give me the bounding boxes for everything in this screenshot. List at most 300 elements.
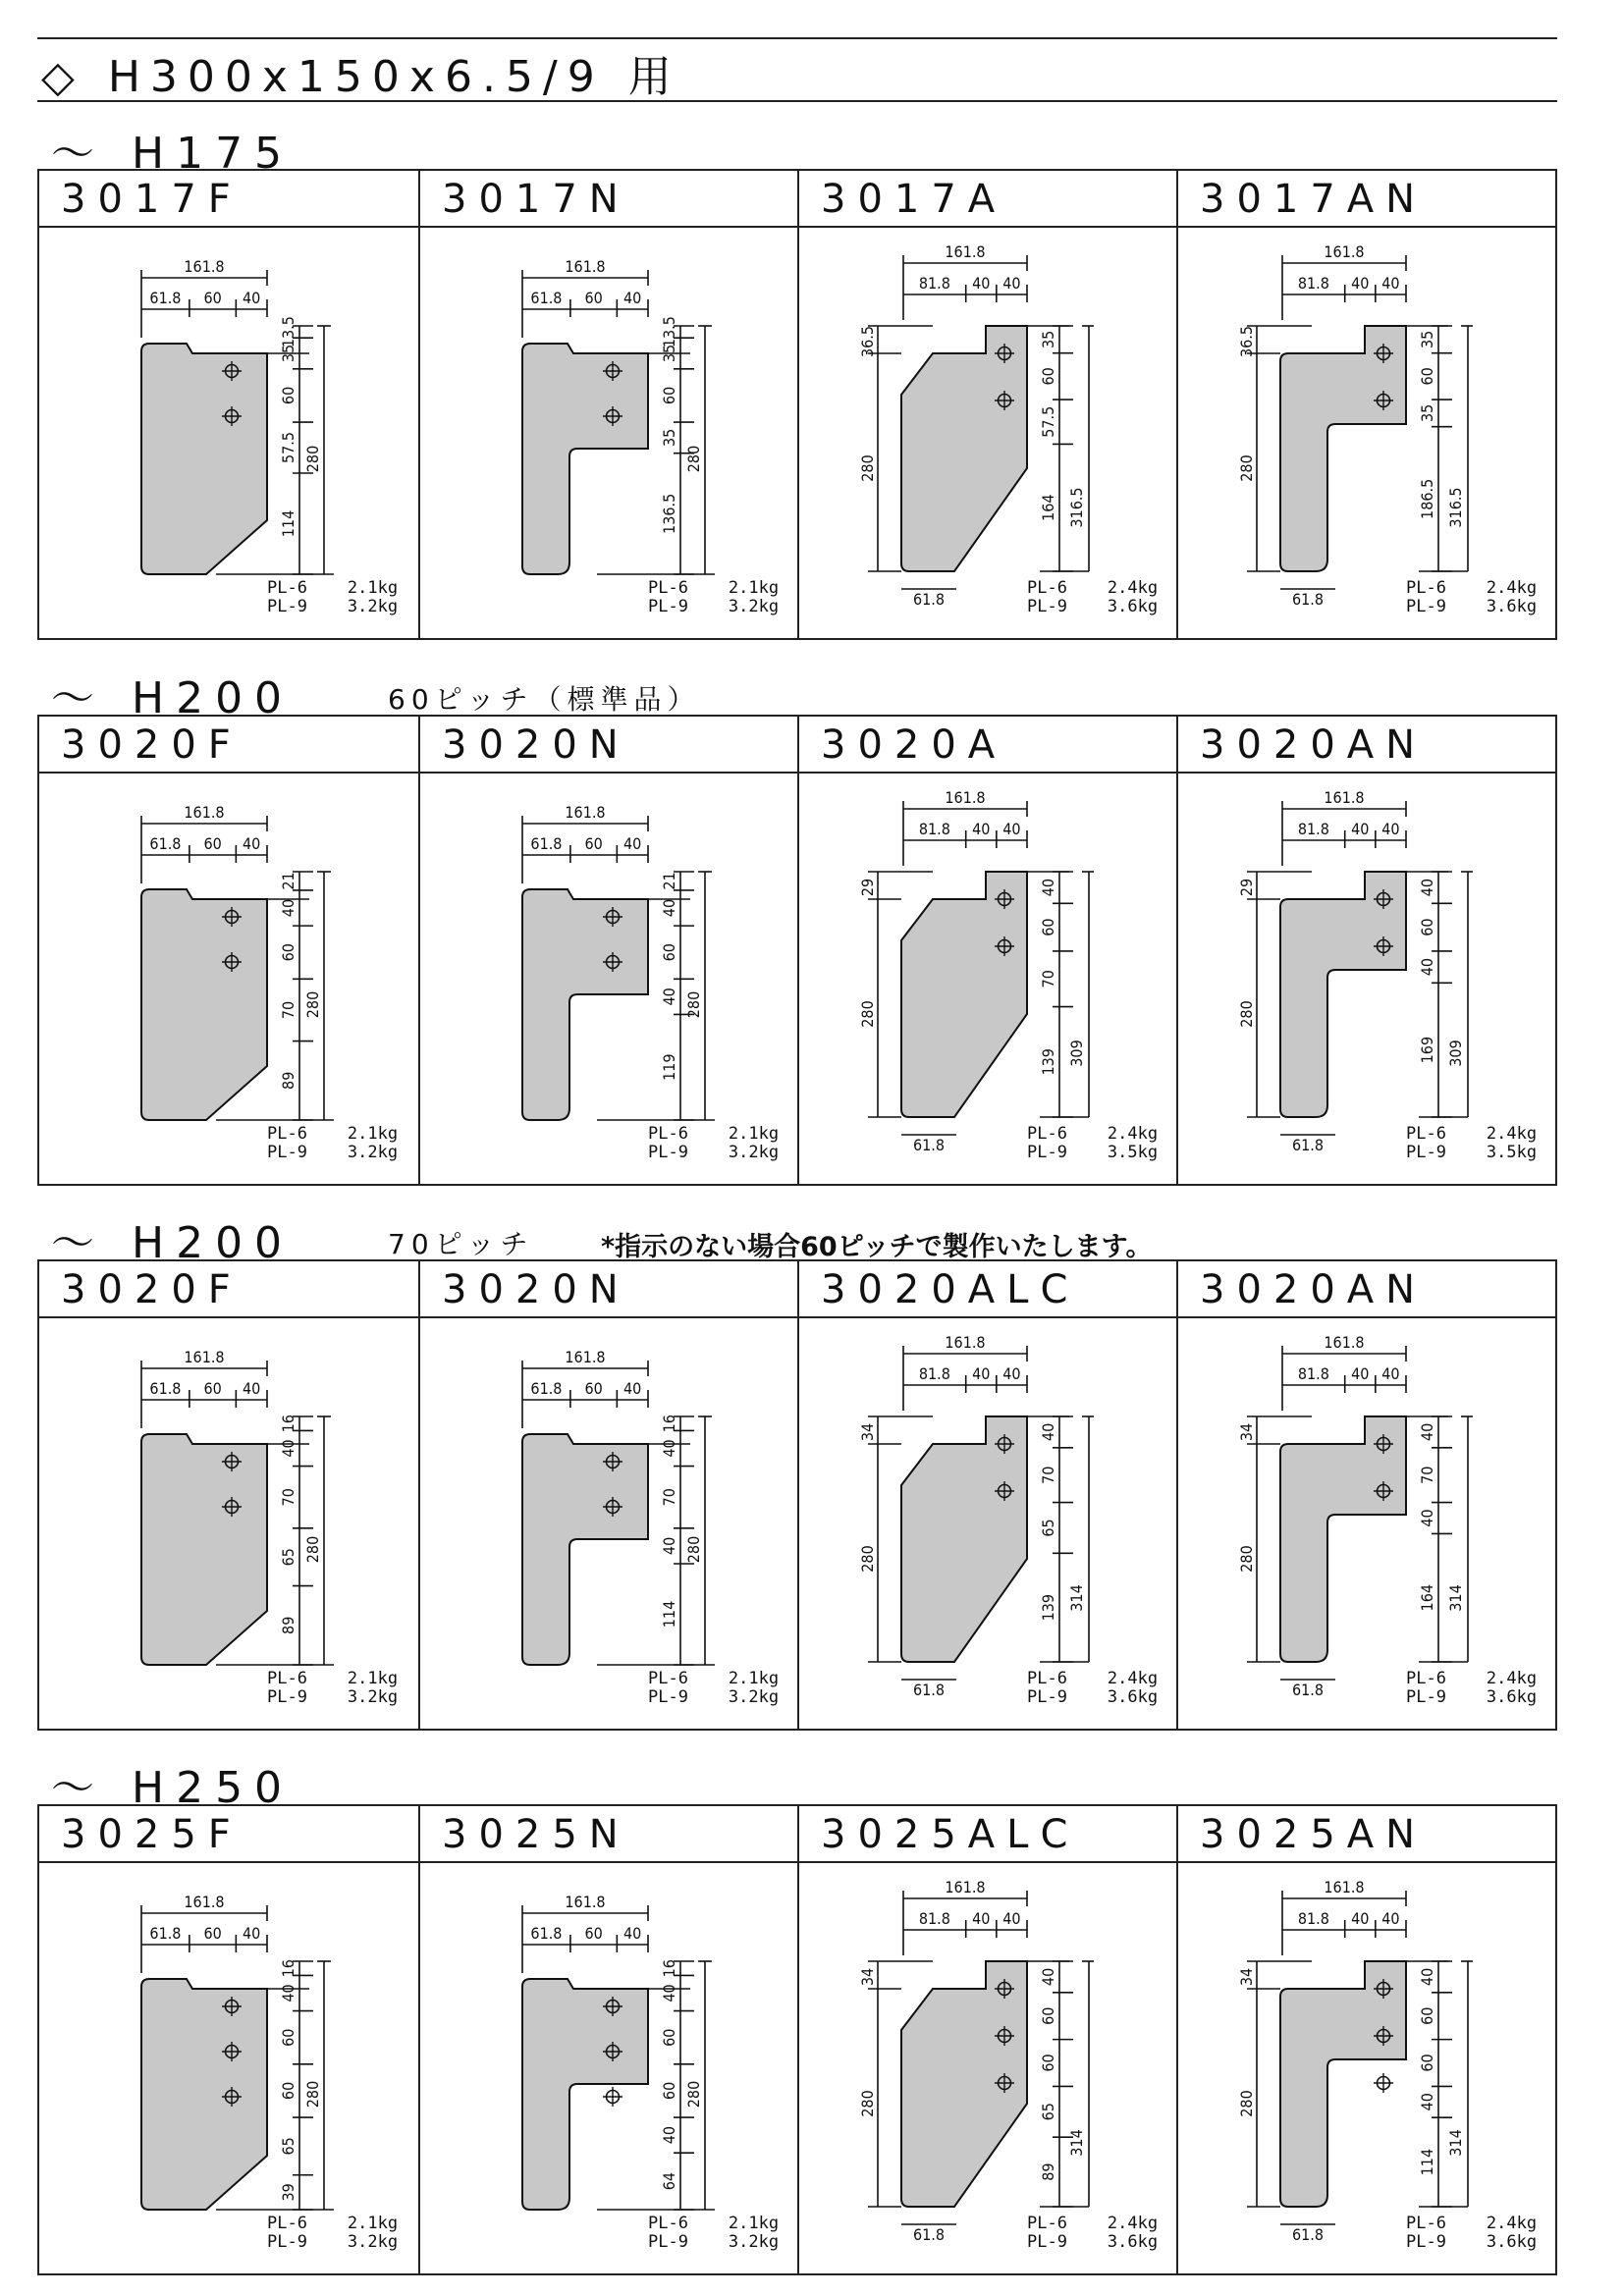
left-dim-value: 34 [1237,1422,1256,1442]
sub-dim-value: 60 [584,289,603,307]
top-dim-value: 161.8 [945,788,986,807]
weight-table [1406,1670,1537,1707]
product-header [799,717,1177,774]
top-dim-value: 161.8 [565,257,606,276]
product-cell [797,1261,1177,1729]
left-dim-value: 29 [858,878,877,897]
total-dim-value: 280 [684,990,703,1019]
plate-drawing [1178,774,1558,1184]
total-dim-value: 280 [303,445,322,473]
left-dim-value: 280 [858,1545,877,1573]
plate-shape [901,1961,1027,2207]
right-dim-value: 13.5 [660,316,678,348]
right-dim-value: 60 [279,943,298,962]
weight-table [1406,1125,1537,1162]
right-dim-value: 35 [279,344,298,363]
weight-row-pl6: PL-6 2.1kg [648,1669,780,1688]
sub-dim-value: 61.8 [149,1379,182,1398]
weight-row-pl9: PL-9 3.6kg [1027,1687,1159,1707]
sub-dim-value: 81.8 [1297,1364,1329,1383]
left-dim-value: 29 [1237,878,1256,897]
product-code: 3025AN [1200,1812,1428,1857]
total-dim-value: 280 [684,2080,703,2109]
sub-dim-value: 40 [1002,1909,1021,1928]
product-header [1178,1806,1556,1863]
right-dim-value: 60 [1039,918,1057,936]
right-dim-value: 60 [1039,2054,1057,2072]
product-header [799,171,1177,228]
total-dim-value: 309 [1067,1040,1086,1067]
total-dim-value: 280 [684,1535,703,1564]
right-dim-value: 139 [1039,1593,1057,1622]
right-dim-value: 60 [1039,367,1057,386]
plate-shape [901,872,1027,1117]
weight-table [267,1670,398,1707]
product-header [1178,171,1556,228]
right-dim-value: 40 [660,1984,678,2002]
top-dim-value: 161.8 [184,1348,225,1366]
bottom-dim-value: 61.8 [1291,590,1325,609]
total-dim-value: 280 [303,1535,322,1564]
weight-row-pl9: PL-9 3.2kg [267,2232,399,2252]
left-dim-value: 34 [1237,1967,1256,1987]
plate-drawing [39,228,419,638]
bolt-hole-icon [603,2087,622,2107]
plate-shape [1280,1961,1406,2207]
right-dim-value: 40 [1418,957,1436,977]
bolt-hole-icon [1374,2073,1393,2093]
right-dim-value: 89 [279,1071,298,1090]
right-dim-value: 40 [279,898,298,918]
right-dim-value: 164 [1418,1583,1436,1612]
right-dim-value: 70 [1418,1466,1436,1484]
sub-dim-value: 40 [1351,1364,1370,1383]
sub-dim-value: 40 [243,834,261,853]
left-dim-value: 36.5 [858,325,877,358]
section-title: ～ H200 [51,1218,295,1268]
total-dim-value: 316.5 [1446,487,1465,528]
sub-dim-value: 40 [1002,820,1021,838]
section-note: 60ピッチ（標準品） [388,683,701,716]
right-dim-value: 114 [660,1600,678,1629]
right-dim-value: 70 [1039,970,1057,988]
weight-table [648,1670,779,1707]
bottom-dim-value: 61.8 [912,590,946,609]
product-cell [418,1261,798,1729]
product-cell [418,717,798,1184]
sub-dim-value: 60 [584,1924,603,1943]
plate-shape [522,889,648,1120]
bottom-dim-value: 61.8 [1291,1136,1325,1154]
section-title: ～ H250 [51,1763,295,1813]
right-dim-value: 16 [660,1959,678,1978]
product-code: 3025N [442,1812,630,1857]
right-dim-value: 16 [279,1415,298,1433]
product-code: 3020N [442,1267,630,1312]
right-dim-value: 186.5 [1418,478,1436,519]
sub-dim-value: 40 [1381,820,1400,838]
plate-shape [141,344,267,574]
top-dim-value: 161.8 [1324,242,1365,261]
weight-row-pl6: PL-6 2.1kg [267,1669,399,1688]
weight-row-pl9: PL-9 3.6kg [1406,2232,1538,2252]
product-cell [418,1806,798,2273]
product-cell [418,171,798,638]
product-header [420,1806,798,1863]
plate-drawing [420,228,800,638]
product-code: 3020AN [1200,1267,1428,1312]
sub-dim-value: 61.8 [530,1924,563,1943]
sub-dim-value: 60 [203,1379,222,1398]
right-dim-value: 60 [660,2028,678,2047]
plate-drawing [1178,1863,1558,2273]
right-dim-value: 60 [1418,367,1436,386]
weight-row-pl9: PL-9 3.2kg [648,597,780,616]
weight-row-pl6: PL-6 2.1kg [267,578,399,598]
weight-row-pl9: PL-9 3.2kg [648,1143,780,1162]
sub-dim-value: 40 [243,1924,261,1943]
sub-dim-value: 60 [203,289,222,307]
product-header [799,1261,1177,1318]
top-dim-value: 161.8 [184,803,225,822]
left-dim-value: 280 [1237,1545,1256,1573]
plate-drawing [799,1863,1179,2273]
plate-shape [901,1416,1027,1662]
right-dim-value: 35 [1418,403,1436,423]
product-header [39,1261,419,1318]
weight-row-pl9: PL-9 3.2kg [648,1687,780,1707]
right-dim-value: 70 [1039,1466,1057,1484]
plate-drawing [799,774,1179,1184]
product-code: 3020N [442,722,630,768]
top-dim-value: 161.8 [184,257,225,276]
section-note: 70ピッチ [388,1228,534,1260]
right-dim-value: 60 [279,2081,298,2101]
top-rule [37,37,1557,39]
right-dim-value: 40 [1039,879,1057,897]
right-dim-value: 119 [660,1053,678,1081]
plate-drawing [799,1318,1179,1729]
page-title: ◇ H300x150x6.5/9 用 [41,52,681,102]
sub-dim-value: 60 [203,1924,222,1943]
right-dim-value: 39 [279,2183,298,2202]
weight-table [648,579,779,616]
plate-shape [1280,1416,1406,1662]
top-dim-value: 161.8 [945,1333,986,1352]
total-dim-value: 314 [1067,1584,1086,1612]
right-dim-value: 13.5 [279,316,298,348]
right-dim-value: 60 [660,2081,678,2101]
sub-dim-value: 40 [972,1909,991,1928]
weight-row-pl6: PL-6 2.4kg [1027,1124,1159,1144]
right-dim-value: 89 [279,1616,298,1634]
left-dim-value: 280 [858,2090,877,2117]
sub-dim-value: 81.8 [1297,820,1329,838]
sub-dim-value: 40 [623,834,642,853]
right-dim-value: 57.5 [1039,405,1057,438]
right-dim-value: 40 [279,1439,298,1458]
plate-drawing [420,1863,800,2273]
sub-dim-value: 60 [584,1379,603,1398]
sub-dim-value: 40 [972,1364,991,1383]
weight-row-pl6: PL-6 2.4kg [1027,2214,1159,2233]
right-dim-value: 89 [1039,2163,1057,2181]
sub-dim-value: 40 [1381,1364,1400,1383]
sub-dim-value: 40 [623,1379,642,1398]
total-dim-value: 316.5 [1067,487,1086,528]
weight-row-pl6: PL-6 2.4kg [1406,578,1538,598]
product-code: 3017A [821,177,1007,222]
sub-dim-value: 61.8 [530,289,563,307]
product-code: 3025ALC [821,1812,1080,1857]
right-dim-value: 40 [1418,2093,1436,2111]
product-cell [1176,1806,1556,2273]
right-dim-value: 70 [279,1488,298,1507]
sub-dim-value: 40 [1381,1909,1400,1928]
right-dim-value: 35 [1418,330,1436,348]
top-dim-value: 161.8 [1324,1878,1365,1896]
sub-dim-value: 61.8 [149,834,182,853]
sub-dim-value: 61.8 [149,1924,182,1943]
right-dim-value: 35 [660,428,678,448]
total-dim-value: 314 [1067,2129,1086,2157]
left-dim-value: 280 [1237,1000,1256,1028]
sub-dim-value: 40 [1351,820,1370,838]
weight-row-pl6: PL-6 2.4kg [1027,578,1159,598]
top-dim-value: 161.8 [565,803,606,822]
plate-shape [141,889,267,1120]
weight-row-pl6: PL-6 2.1kg [648,578,780,598]
right-dim-value: 16 [660,1415,678,1433]
right-dim-value: 40 [660,988,678,1006]
right-dim-value: 114 [1418,2148,1436,2176]
right-dim-value: 60 [279,2028,298,2047]
product-header [39,171,419,228]
sub-dim-value: 40 [1381,274,1400,293]
weight-table [648,1125,779,1162]
section-remark: *指示のない場合60ピッチで製作いたします。 [601,1232,1153,1262]
plate-shape [1280,326,1406,571]
sub-dim-value: 40 [243,1379,261,1398]
plate-drawing [39,1863,419,2273]
right-dim-value: 40 [660,2125,678,2145]
product-grid [37,1259,1557,1731]
right-dim-value: 65 [1039,1519,1057,1537]
product-code: 3017AN [1200,177,1428,222]
right-dim-value: 169 [1418,1036,1436,1064]
product-grid [37,169,1557,640]
right-dim-value: 70 [279,1000,298,1020]
sub-dim-value: 40 [972,274,991,293]
top-dim-value: 161.8 [945,242,986,261]
sub-dim-value: 81.8 [918,274,950,293]
weight-table [1027,2215,1158,2252]
right-dim-value: 65 [279,2137,298,2156]
product-header [39,717,419,774]
product-cell [1176,717,1556,1184]
right-dim-value: 40 [660,898,678,918]
top-dim-value: 161.8 [565,1348,606,1366]
left-dim-value: 280 [1237,2090,1256,2117]
sub-dim-value: 40 [972,820,991,838]
weight-row-pl9: PL-9 3.6kg [1027,597,1159,616]
sub-dim-value: 81.8 [1297,1909,1329,1928]
sub-dim-value: 40 [1002,274,1021,293]
left-dim-value: 34 [858,1422,877,1442]
total-dim-value: 280 [303,990,322,1019]
right-dim-value: 64 [660,2171,678,2191]
product-cell [39,1261,419,1729]
right-dim-value: 60 [1418,2054,1436,2072]
bottom-dim-value: 61.8 [1291,1681,1325,1699]
right-dim-value: 60 [1418,918,1436,936]
right-dim-value: 164 [1039,494,1057,521]
product-header [420,717,798,774]
product-cell [797,171,1177,638]
top-dim-value: 161.8 [184,1893,225,1911]
weight-table [267,1125,398,1162]
right-dim-value: 21 [279,872,298,890]
weight-row-pl6: PL-6 2.4kg [1406,1124,1538,1144]
product-code: 3025F [61,1812,243,1857]
weight-table [1406,2215,1537,2252]
sub-dim-value: 40 [623,289,642,307]
weight-row-pl9: PL-9 3.5kg [1406,1143,1538,1162]
product-code: 3020F [61,722,243,768]
weight-table [648,2215,779,2252]
weight-row-pl6: PL-6 2.4kg [1406,2214,1538,2233]
bottom-dim-value: 61.8 [1291,2225,1325,2244]
right-dim-value: 60 [279,386,298,405]
left-dim-value: 280 [858,1000,877,1028]
weight-table [267,2215,398,2252]
right-dim-value: 35 [1039,330,1057,348]
right-dim-value: 35 [660,344,678,363]
sub-dim-value: 81.8 [918,1909,950,1928]
sub-dim-value: 81.8 [918,820,950,838]
plate-shape [901,326,1027,571]
right-dim-value: 40 [660,1536,678,1556]
right-dim-value: 70 [660,1488,678,1507]
left-dim-value: 280 [1237,454,1256,482]
weight-row-pl6: PL-6 2.4kg [1027,1669,1159,1688]
plate-drawing [1178,228,1558,638]
total-dim-value: 280 [303,2080,322,2109]
product-code: 3020F [61,1267,243,1312]
sub-dim-value: 61.8 [530,1379,563,1398]
product-grid [37,1804,1557,2275]
weight-row-pl9: PL-9 3.6kg [1406,1687,1538,1707]
left-dim-value: 34 [858,1967,877,1987]
weight-row-pl6: PL-6 2.1kg [648,1124,780,1144]
product-cell [1176,1261,1556,1729]
bottom-dim-value: 61.8 [912,1136,946,1154]
top-dim-value: 161.8 [1324,1333,1365,1352]
right-dim-value: 60 [660,386,678,405]
plate-shape [141,1434,267,1665]
plate-shape [522,1434,648,1665]
product-cell [1176,171,1556,638]
right-dim-value: 40 [1418,1422,1436,1442]
plate-shape [141,1979,267,2210]
right-dim-value: 40 [1418,879,1436,897]
product-header [799,1806,1177,1863]
top-dim-value: 161.8 [1324,788,1365,807]
sub-dim-value: 61.8 [149,289,182,307]
right-dim-value: 40 [1418,1509,1436,1527]
section-title: ～ H175 [51,129,295,179]
plate-drawing [39,774,419,1184]
total-dim-value: 314 [1446,2129,1465,2157]
sub-dim-value: 81.8 [1297,274,1329,293]
right-dim-value: 65 [279,1548,298,1567]
weight-table [267,579,398,616]
weight-row-pl9: PL-9 3.2kg [267,1143,399,1162]
plate-drawing [420,774,800,1184]
weight-row-pl6: PL-6 2.1kg [267,2214,399,2233]
plate-drawing [420,1318,800,1729]
product-cell [39,171,419,638]
right-dim-value: 16 [279,1959,298,1978]
product-cell [39,1806,419,2273]
right-dim-value: 65 [1039,2103,1057,2121]
product-header [1178,717,1556,774]
product-code: 3020A [821,722,1007,768]
sub-dim-value: 40 [1351,274,1370,293]
product-header [420,171,798,228]
left-dim-value: 36.5 [1237,325,1256,358]
weight-table [1027,1125,1158,1162]
weight-row-pl6: PL-6 2.4kg [1406,1669,1538,1688]
sub-dim-value: 40 [1351,1909,1370,1928]
product-grid [37,715,1557,1186]
right-dim-value: 139 [1039,1048,1057,1076]
total-dim-value: 280 [684,445,703,473]
title-underline [37,100,1557,102]
weight-row-pl9: PL-9 3.6kg [1027,2232,1159,2252]
right-dim-value: 60 [660,943,678,962]
sub-dim-value: 81.8 [918,1364,950,1383]
product-cell [39,717,419,1184]
right-dim-value: 40 [279,1984,298,2002]
product-header [420,1261,798,1318]
top-dim-value: 161.8 [945,1878,986,1896]
product-cell [797,717,1177,1184]
right-dim-value: 40 [1039,1422,1057,1442]
weight-row-pl9: PL-9 3.2kg [648,2232,780,2252]
plate-drawing [799,228,1179,638]
bottom-dim-value: 61.8 [912,2225,946,2244]
right-dim-value: 57.5 [279,431,298,464]
product-header [39,1806,419,1863]
plate-drawing [39,1318,419,1729]
plate-shape [522,344,648,574]
top-dim-value: 161.8 [565,1893,606,1911]
weight-row-pl9: PL-9 3.2kg [267,597,399,616]
right-dim-value: 40 [1039,1967,1057,1987]
product-code: 3017N [442,177,630,222]
weight-row-pl9: PL-9 3.2kg [267,1687,399,1707]
product-code: 3020ALC [821,1267,1080,1312]
left-dim-value: 280 [858,454,877,482]
product-header [1178,1261,1556,1318]
plate-shape [1280,872,1406,1117]
weight-row-pl6: PL-6 2.1kg [648,2214,780,2233]
product-cell [797,1806,1177,2273]
weight-row-pl9: PL-9 3.5kg [1027,1143,1159,1162]
right-dim-value: 60 [1418,2006,1436,2025]
total-dim-value: 309 [1446,1040,1465,1067]
